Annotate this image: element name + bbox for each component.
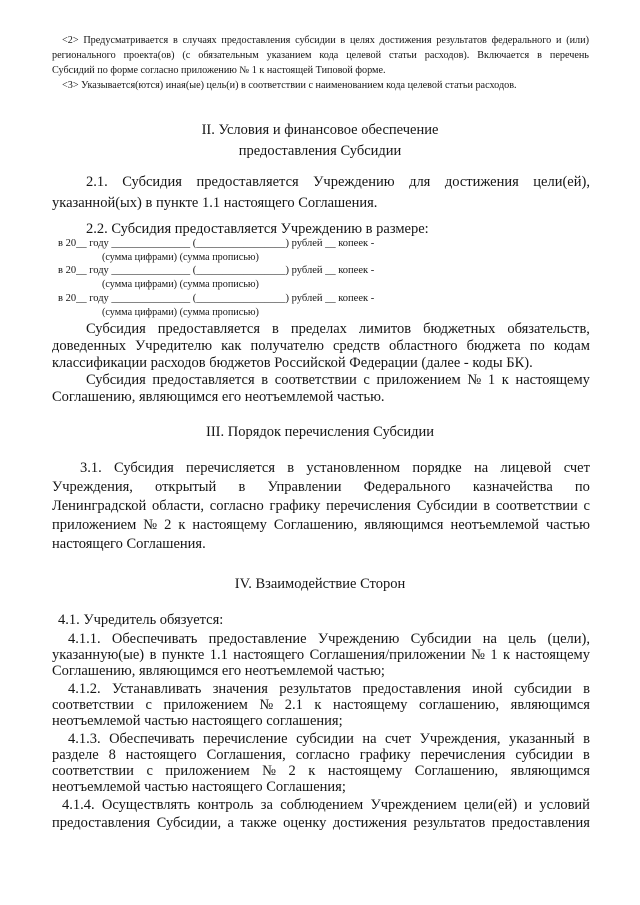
word: 3.1. — [80, 460, 102, 476]
paragraph-4-1-3-line-2 — [52, 748, 590, 763]
word: с — [145, 697, 152, 713]
word: с — [146, 763, 153, 779]
paragraph-4-1-3-line-4: неотъемлемой частью настоящего Соглашения; — [52, 779, 346, 795]
year-row-3[interactable]: в 20__ году _______________ (_________________) рублей __ копеек - — [58, 293, 375, 304]
word: Предусматривается — [83, 35, 169, 46]
word: статьи — [388, 50, 417, 61]
word: Соглашения, — [206, 747, 286, 763]
word: согласно — [209, 498, 264, 514]
word: настоящему — [327, 763, 403, 779]
word: достижения — [379, 35, 432, 46]
footnote-2-line-3: Субсидий по форме согласно приложению № 1 к настоящей Типовой форме. — [52, 65, 386, 76]
word: Учреждения, — [419, 731, 501, 747]
word: по — [529, 338, 545, 354]
word: 2.1. — [86, 174, 108, 190]
word: условий — [539, 797, 590, 813]
word: Соглашению, — [414, 763, 499, 779]
word: в — [537, 50, 542, 61]
word: перечисления — [326, 498, 411, 514]
word: 2 — [164, 517, 172, 533]
word: установленном — [306, 460, 401, 476]
word: средств — [333, 338, 380, 354]
word: за — [260, 797, 273, 813]
word: (цели), — [547, 631, 590, 647]
word: Федерального — [363, 479, 451, 495]
word: получателю — [250, 338, 324, 354]
word: разделе — [52, 747, 99, 763]
limits-paragraph-line-1 — [86, 322, 590, 337]
year-row-2[interactable]: в 20__ году _______________ (_________________) рублей __ копеек - — [58, 265, 375, 276]
word: кодам — [553, 338, 590, 354]
paragraph-4-1-2-line-2 — [52, 698, 590, 713]
word: 2.1 — [284, 697, 303, 713]
word: являющимся — [510, 763, 590, 779]
word: в — [583, 731, 590, 747]
word: № — [143, 517, 158, 533]
word: достижения — [332, 815, 407, 831]
word: 2 — [288, 763, 296, 779]
word: перечисление — [202, 731, 288, 747]
word: частью — [546, 517, 590, 533]
word: в — [172, 35, 178, 46]
year-row-1-captions: (сумма цифрами) (сумма прописью) — [102, 252, 259, 263]
word: (с — [182, 50, 191, 61]
word: открытый — [155, 479, 217, 495]
footnote-2-line-2 — [52, 51, 589, 61]
section-2-heading-line-1: II. Условия и финансовое обеспечение — [201, 122, 439, 138]
word: цель — [508, 631, 537, 647]
paragraph-2-1-line-2: указанной(ых) в пункте 1.1 настоящего Соглашения. — [52, 195, 378, 211]
word: а — [227, 815, 234, 831]
section-4-heading: IV. Взаимодействие Сторон — [234, 576, 406, 592]
word: субсидии — [513, 681, 572, 697]
word: Учреждению — [313, 174, 395, 190]
word: в — [238, 479, 246, 495]
annex-paragraph-line-2: Соглашению, являющимся его неотъемлемой частью. — [52, 389, 385, 405]
annex-paragraph-line-1 — [86, 373, 590, 388]
word: области, — [151, 498, 205, 514]
word: Субсидия — [86, 321, 146, 337]
word: <2> — [62, 35, 79, 46]
word: согласно — [295, 747, 350, 763]
paragraph-4-1-3-line-3 — [52, 764, 590, 779]
year-row-1[interactable]: в 20__ году _______________ (_________________) рублей __ копеек - — [58, 238, 375, 249]
word: в — [272, 321, 279, 337]
word: Включается — [477, 50, 530, 61]
paragraph-2-1-line-1 — [86, 175, 590, 190]
word: по — [574, 479, 590, 495]
word: Субсидии — [416, 498, 478, 514]
paragraph-4-1-1-line-3: Соглашению, являющимся его неотъемлемой частью; — [52, 663, 385, 679]
word: на — [482, 631, 497, 647]
word: для — [409, 174, 431, 190]
word: 4.1.1. — [68, 631, 101, 647]
section-3-heading: III. Порядок перечисления Субсидии — [205, 424, 434, 440]
word: порядке — [412, 460, 462, 476]
paragraph-3-1-line-2 — [52, 480, 590, 495]
word: Управлении — [267, 479, 342, 495]
word: предоставляется — [157, 321, 261, 337]
word: 1.1 — [209, 647, 228, 663]
word: проекта(ов) — [123, 50, 175, 61]
word: настоящему — [332, 697, 408, 713]
paragraph-4-1-1-line-2 — [52, 648, 590, 663]
paragraph-4-1: 4.1. Учредитель обязуется: — [58, 612, 224, 628]
footnote-2-line-1 — [62, 36, 589, 46]
word: в — [340, 35, 346, 46]
word: Учреждением — [370, 797, 457, 813]
word: Устанавливать — [111, 681, 202, 697]
word: Субсидии, — [156, 815, 222, 831]
word: перечисляется — [186, 460, 275, 476]
paragraph-2-2: 2.2. Субсидия предоставляется Учреждению в размере: — [86, 221, 429, 237]
word: указанием — [266, 50, 312, 61]
paragraph-3-1-line-4 — [52, 518, 590, 533]
word: 4.1.4. — [62, 797, 95, 813]
word: как — [221, 338, 242, 354]
word: иной — [472, 681, 503, 697]
word: соглашению, — [418, 697, 500, 713]
word: Соглашению, — [273, 517, 358, 533]
word: на — [474, 460, 489, 476]
paragraph-4-1-2-line-1 — [68, 682, 590, 697]
word: к — [308, 763, 316, 779]
word: настоящему — [515, 647, 590, 663]
limits-paragraph-line-3: классификации расходов бюджетов Российской Федерации (далее - коды БК). — [52, 355, 533, 371]
word: приложением — [165, 763, 250, 779]
word: оценку — [283, 815, 327, 831]
word: пределах — [290, 321, 347, 337]
word: Учредителю — [135, 338, 213, 354]
section-2-heading-line-2: предоставления Субсидии — [238, 143, 402, 159]
word: соответствии — [52, 763, 134, 779]
word: предоставления — [491, 815, 590, 831]
word: целях — [349, 35, 375, 46]
word: счет — [384, 731, 412, 747]
word: 8 — [108, 747, 116, 763]
word: цели(ей), — [533, 174, 590, 190]
word: Субсидия — [86, 372, 146, 388]
word: обязательств, — [507, 321, 590, 337]
limits-paragraph-line-2 — [52, 339, 590, 354]
word: предоставления — [52, 815, 151, 831]
word: и — [556, 35, 562, 46]
word: № — [259, 697, 274, 713]
footnote-3: <3> Указывается(ются) иная(ые) цель(и) в соответствии с наименованием кода целевой статьи расходов. — [62, 80, 517, 91]
word: в — [149, 647, 157, 663]
word: цели(ей) — [464, 797, 518, 813]
word: субсидии — [515, 747, 574, 763]
word: Осуществлять — [101, 797, 191, 813]
paragraph-4-1-3-line-1 — [68, 732, 590, 747]
word: в — [583, 681, 590, 697]
word: соответствии — [52, 697, 134, 713]
word: предоставляется — [196, 174, 299, 190]
word: контроль — [197, 797, 254, 813]
word: достижения — [444, 174, 519, 190]
word: № — [471, 647, 485, 663]
word: предоставляется — [152, 372, 255, 388]
word: пункте — [161, 647, 205, 663]
word: результатов — [436, 35, 487, 46]
word: к — [503, 647, 511, 663]
word: в — [483, 498, 491, 514]
word: соответствии — [495, 498, 578, 514]
word: с — [583, 498, 590, 514]
paragraph-4-1-4-line-1 — [62, 798, 590, 813]
word: Соглашения/приложении — [309, 647, 466, 663]
word: доведенных — [52, 338, 126, 354]
word: субсидии — [295, 35, 336, 46]
word: в — [261, 372, 269, 388]
word: к — [501, 372, 509, 388]
word: 1 — [487, 372, 496, 388]
word: Обеспечивать — [109, 731, 195, 747]
word: результатов — [279, 681, 352, 697]
word: указанную(ые) — [52, 647, 145, 663]
word: предоставления — [362, 681, 461, 697]
paragraph-3-1-line-3 — [52, 499, 590, 514]
word: также — [240, 815, 277, 831]
word: кода — [319, 50, 339, 61]
word: 1 — [490, 647, 498, 663]
word: Субсидии — [410, 631, 472, 647]
word: предоставления — [221, 35, 291, 46]
word: Субсидия — [114, 460, 174, 476]
word: предоставление — [208, 631, 307, 647]
year-row-2-captions: (сумма цифрами) (сумма прописью) — [102, 279, 259, 290]
word: перечень — [549, 50, 589, 61]
word: в — [287, 460, 295, 476]
word: № — [262, 763, 277, 779]
word: графику — [359, 747, 411, 763]
word: федерального — [491, 35, 552, 46]
word: бюджета — [466, 338, 521, 354]
word: 4.1.2. — [68, 681, 101, 697]
word: (или) — [566, 35, 589, 46]
word: № — [467, 372, 482, 388]
word: с — [363, 372, 370, 388]
word: целевой — [346, 50, 382, 61]
word: приложением — [163, 697, 248, 713]
word: соответствии — [274, 372, 357, 388]
word: настоящему — [192, 517, 267, 533]
word: Учреждению — [317, 631, 400, 647]
word: Обеспечивать — [111, 631, 198, 647]
word: приложением — [52, 517, 137, 533]
word: значения — [212, 681, 268, 697]
word: расходов). — [424, 50, 470, 61]
word: результатов — [413, 815, 486, 831]
word: случаях — [182, 35, 217, 46]
word: 4.1.3. — [68, 731, 101, 747]
word: лицевой — [500, 460, 552, 476]
year-row-3-captions: (сумма цифрами) (сумма прописью) — [102, 307, 259, 318]
word: лимитов — [358, 321, 412, 337]
word: и — [524, 797, 533, 813]
word: являющимся — [364, 517, 444, 533]
word: графику — [269, 498, 321, 514]
paragraph-4-1-2-line-3: неотъемлемой частью настоящего соглашения; — [52, 713, 343, 729]
word: субсидии — [296, 731, 354, 747]
word: настоящему — [515, 372, 590, 388]
paragraph-3-1-line-5: настоящего Соглашения. — [52, 536, 206, 552]
word: областного — [388, 338, 458, 354]
word: Субсидия — [122, 174, 182, 190]
word: перечисления — [420, 747, 506, 763]
word: бюджетных — [423, 321, 496, 337]
word: настоящего — [233, 647, 305, 663]
word: казначейства — [472, 479, 553, 495]
word: указанный — [508, 731, 575, 747]
word: регионального — [52, 50, 116, 61]
word: счет — [563, 460, 590, 476]
word: в — [583, 747, 590, 763]
word: на — [362, 731, 377, 747]
word: настоящего — [125, 747, 197, 763]
word: к — [314, 697, 322, 713]
word: являющимся — [510, 697, 590, 713]
word: Учреждения, — [52, 479, 133, 495]
paragraph-3-1-line-1 — [80, 461, 590, 476]
word: Ленинградской — [52, 498, 147, 514]
word: неотъемлемой — [450, 517, 540, 533]
paragraph-4-1-1-line-1 — [68, 632, 590, 647]
word: соблюдением — [280, 797, 364, 813]
word: приложением — [376, 372, 461, 388]
paragraph-4-1-4-line-2 — [52, 816, 590, 831]
word: обязательным — [198, 50, 259, 61]
word: к — [178, 517, 186, 533]
